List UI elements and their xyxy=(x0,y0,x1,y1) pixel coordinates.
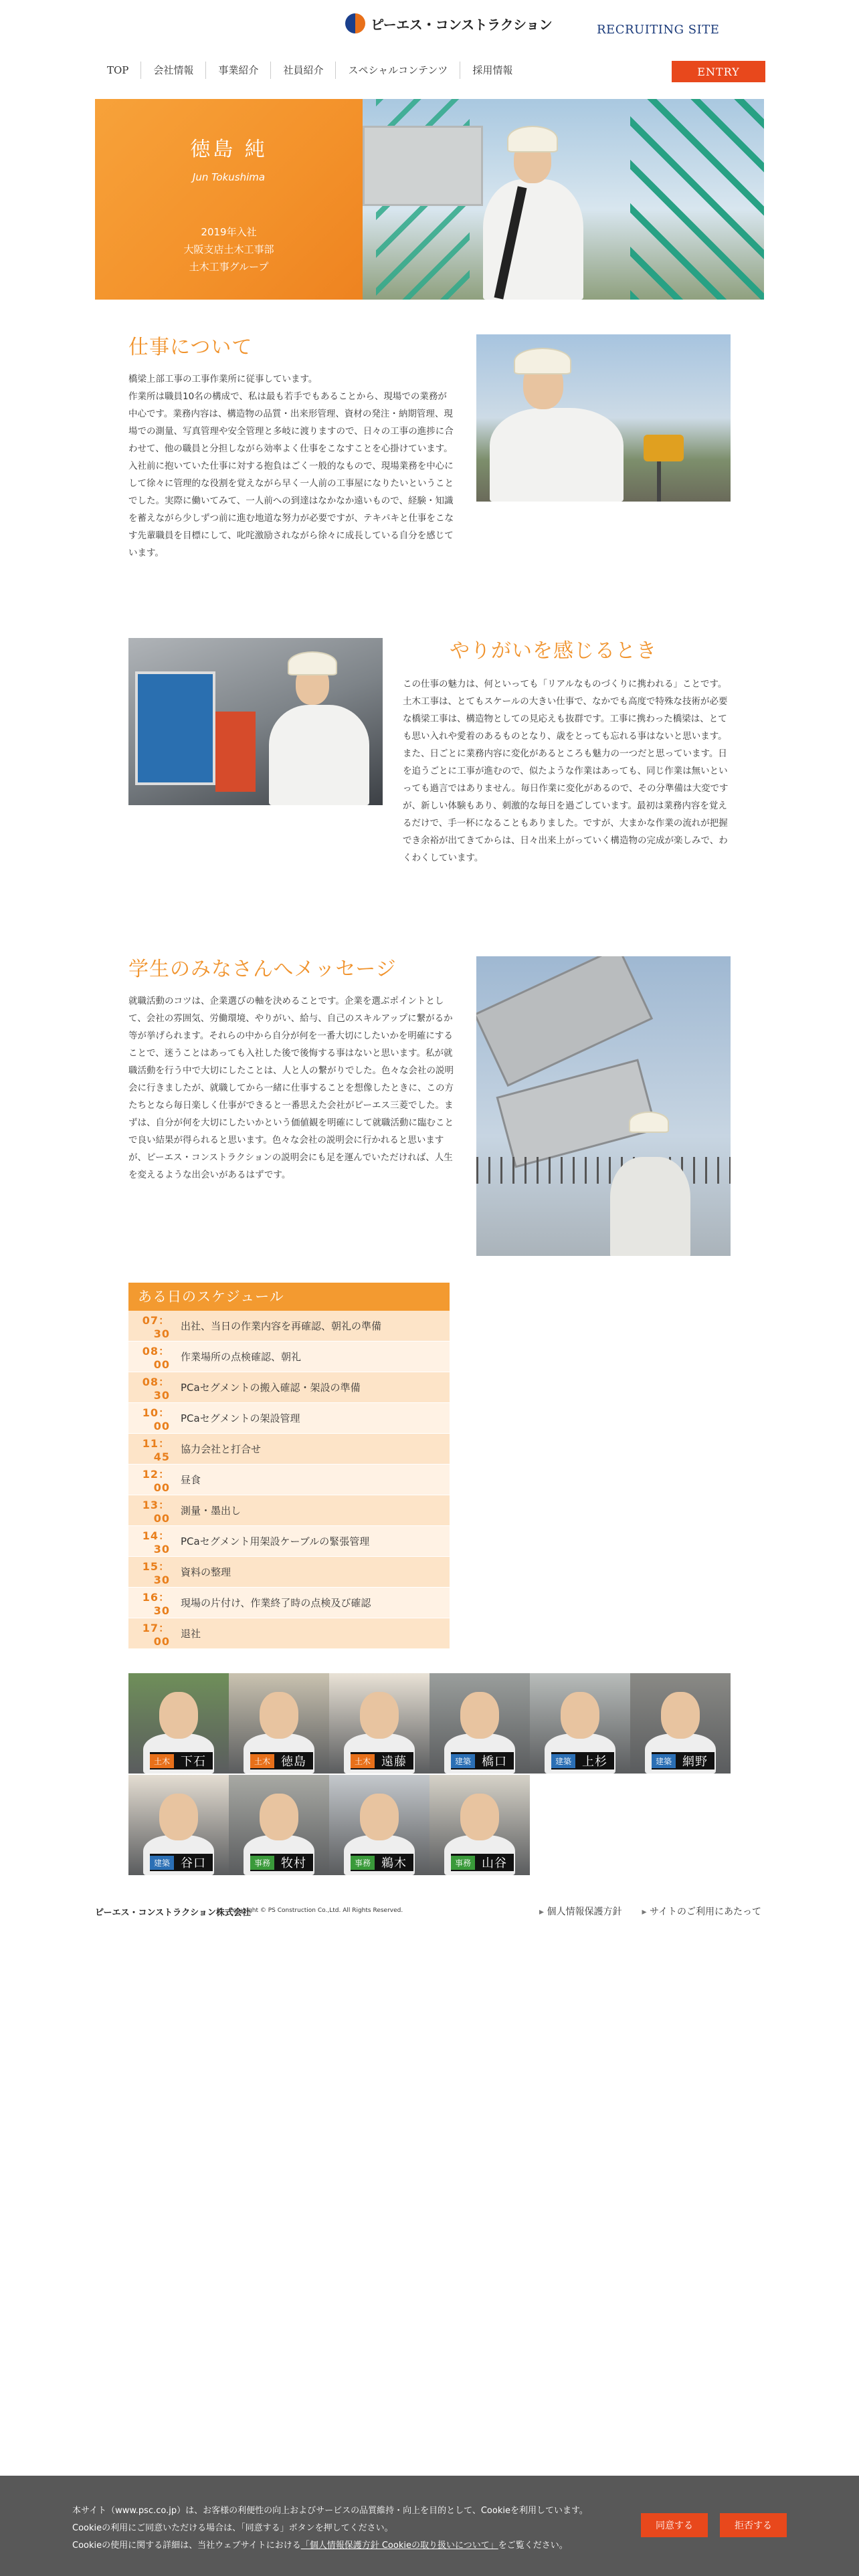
schedule-row xyxy=(128,1403,450,1434)
staff-card[interactable] xyxy=(430,1775,530,1875)
schedule-time: 13：00 xyxy=(142,1498,170,1525)
schedule-activity: 協力会社と打合せ xyxy=(181,1443,262,1455)
schedule-list xyxy=(128,1311,450,1649)
schedule-time: 17：00 xyxy=(142,1621,170,1648)
staff-photo xyxy=(159,1794,198,1840)
staff-department-badge: 事務 xyxy=(250,1856,274,1870)
staff-name: 網野 xyxy=(682,1755,708,1769)
schedule-activity: PCaセグメント用架設ケーブルの緊張管理 xyxy=(181,1535,370,1547)
cookie-message xyxy=(72,2502,648,2555)
staff-card[interactable] xyxy=(630,1673,731,1774)
join-year: 2019年入社 xyxy=(201,226,257,238)
schedule-time: 12：00 xyxy=(142,1467,170,1494)
staff-name: 遠藤 xyxy=(381,1755,407,1769)
staff-card[interactable] xyxy=(128,1775,229,1875)
staff-department-badge: 土木 xyxy=(250,1754,274,1768)
cookie-line-1: 本サイト（www.psc.co.jp）は、お客様の利便性の向上およびサービスの品質維持・向上を目的として、Cookieを利用しています。 xyxy=(72,2506,588,2516)
staff-name-tag xyxy=(351,1752,413,1769)
group: 土木工事グループ xyxy=(189,261,269,273)
work-title: 仕事について xyxy=(128,336,253,359)
schedule-time: 15：30 xyxy=(142,1560,170,1586)
nav-recruit[interactable]: 採用情報 xyxy=(460,62,524,79)
schedule-row xyxy=(128,1311,450,1341)
schedule-activity: 資料の整理 xyxy=(181,1566,231,1578)
work-body: 橋梁上部工事の工事作業所に従事しています。 作業所は職員10名の構成で、私は最も若手でもあることから、現場での業務が中心です。業務内容は、構造物の品質・出来形管理、資材の発注・納期管理、現場での測量、写真管理や安全管理と多岐に渡りますので、日々の工事の進捗に合わせて、他の職員と分担しながら効率よく仕事をこなすことを心掛けています。入社前に抱いていた仕事に対する抱負はごく一般的なもので、現場業務を中心にして徐々に管理的な役割を覚えながら早く一人前の工事屋になりたいということでした。実際に働いてみて、一人前への到達はなかなか遠いもので、経験・知識を蓄えながら少しずつ前に進む地道な努力が必要ですが、テキパキと仕事をこなす先輩職員を目標にして、叱咤激励されながら徐々に成長している自分を感じています。 xyxy=(128,374,454,558)
staff-photo xyxy=(460,1692,499,1739)
staff-department-badge: 建築 xyxy=(551,1754,575,1768)
staff-photo xyxy=(360,1692,399,1739)
staff-name: 鵜木 xyxy=(381,1856,407,1870)
schedule-row xyxy=(128,1465,450,1495)
cookie-agree-button[interactable]: 同意する xyxy=(641,2513,708,2537)
schedule-row xyxy=(128,1557,450,1588)
staff-department-badge: 建築 xyxy=(451,1754,475,1768)
schedule-activity: 出社、当日の作業内容を再確認、朝礼の準備 xyxy=(181,1320,382,1332)
staff-name: 徳島 xyxy=(281,1755,307,1769)
staff-name-tag xyxy=(250,1752,313,1769)
cookie-reject-button[interactable]: 拒否する xyxy=(720,2513,787,2537)
cookie-line-3-suffix: をご覧ください。 xyxy=(498,2541,568,2551)
schedule-time: 08：30 xyxy=(142,1375,170,1402)
staff-department-badge: 土木 xyxy=(351,1754,375,1768)
staff-card[interactable] xyxy=(229,1775,329,1875)
schedule-activity: 作業場所の点検確認、朝礼 xyxy=(181,1351,302,1363)
schedule xyxy=(128,1283,450,1649)
staff-department-badge: 事務 xyxy=(451,1856,475,1870)
staff-name: 谷口 xyxy=(181,1856,207,1870)
staff-grid xyxy=(128,1673,731,1875)
hero-photo xyxy=(363,99,764,300)
staff-name: 山谷 xyxy=(482,1856,508,1870)
message-body: 就職活動のコツは、企業選びの軸を決めることです。企業を選ぶポイントとして、会社の雰囲気、労働環境、やりがい、給与、自己のスキルアップに繋がるか等が挙げられます。それらの中から自分が何を一番大切にしたいかを明確にすることで、迷うことはあっても入社した後で後悔する事はないと思います。私が就職活動を行う中で大切にしたことは、人と人の繋がりでした。色々な会社の説明会に行きましたが、就職してから一緒に仕事することを想像したときに、この方たちとなら毎日楽しく仕事ができると一番思えた会社がピーエス三菱でした。まずは、自分が何を大切にしたいかという価値観を明確にして就職活動に臨むことで良い結果が得られると思います。色々な会社の説明会に行かれると思いますが、ピーエス・コンストラクションの説明会にも足を運んでいただければ、人生を変えるような出会いがあるはずです。 xyxy=(128,996,454,1180)
schedule-row xyxy=(128,1618,450,1649)
nav-special[interactable]: スペシャルコンテンツ xyxy=(335,62,460,79)
staff-name-tag xyxy=(150,1752,213,1769)
schedule-time: 07：30 xyxy=(142,1313,170,1340)
schedule-row xyxy=(128,1588,450,1618)
staff-card[interactable] xyxy=(128,1673,229,1774)
cookie-line-3 xyxy=(72,2537,648,2555)
hero xyxy=(95,99,764,300)
privacy-policy-link[interactable]: ▸ 個人情報保護方針 xyxy=(539,1905,622,1918)
schedule-time: 16：30 xyxy=(142,1590,170,1617)
staff-card[interactable] xyxy=(229,1673,329,1774)
schedule-time: 08：00 xyxy=(142,1344,170,1371)
site-terms-link[interactable]: ▸ サイトのご利用にあたって xyxy=(642,1905,761,1918)
copyright: Copyright © PS Construction Co.,Ltd. All Rights Reserved. xyxy=(229,1907,403,1914)
staff-photo xyxy=(260,1692,298,1739)
schedule-row xyxy=(128,1495,450,1526)
company-logo-mark-icon xyxy=(345,13,365,33)
employee-name-roman: Jun Tokushima xyxy=(192,171,266,183)
employee-name: 徳島 純 xyxy=(190,138,268,161)
staff-card[interactable] xyxy=(530,1673,630,1774)
cookie-consent-bar xyxy=(0,2476,859,2576)
staff-name: 牧村 xyxy=(281,1856,307,1870)
reward-photo xyxy=(128,638,383,805)
schedule-time: 11：45 xyxy=(142,1436,170,1463)
schedule-activity: PCaセグメントの架設管理 xyxy=(181,1412,300,1424)
staff-card[interactable] xyxy=(430,1673,530,1774)
staff-name-tag xyxy=(150,1854,213,1871)
department: 大阪支店土木工事部 xyxy=(183,243,274,255)
staff-name-tag xyxy=(351,1854,413,1871)
cookie-line-2: Cookieの利用にご同意いただける場合は、「同意する」ボタンを押してください。 xyxy=(72,2523,393,2533)
entry-button[interactable]: ENTRY xyxy=(672,61,765,82)
site-logo[interactable] xyxy=(345,13,552,33)
schedule-activity: 退社 xyxy=(181,1628,201,1640)
schedule-title: ある日のスケジュール xyxy=(128,1283,450,1311)
employee-info xyxy=(95,223,363,276)
footer-links xyxy=(539,1905,761,1918)
staff-department-badge: 土木 xyxy=(150,1754,174,1768)
nav-business[interactable]: 事業紹介 xyxy=(205,62,270,79)
nav-company[interactable]: 会社情報 xyxy=(140,62,205,79)
staff-photo xyxy=(460,1794,499,1840)
staff-name-tag xyxy=(551,1752,614,1769)
cookie-policy-link[interactable]: 「個人情報保護方針 Cookieの取り扱いについて」 xyxy=(300,2541,498,2551)
staff-department-badge: 事務 xyxy=(351,1856,375,1870)
message-photo xyxy=(476,956,731,1256)
schedule-row xyxy=(128,1372,450,1403)
staff-name-tag xyxy=(451,1752,514,1769)
work-photo xyxy=(476,334,731,502)
schedule-activity: 測量・墨出し xyxy=(181,1505,242,1517)
logo-text: ピーエス・コンストラクション xyxy=(371,16,553,33)
staff-photo xyxy=(661,1692,700,1739)
reward-body: この仕事の魅力は、何といっても「リアルなものづくりに携われる」ことです。土木工事は、とてもスケールの大きい仕事で、なかでも高度で特殊な技術が必要な橋梁工事は、構造物としての見応えも抜群です。工事に携わった橋梁は、とても思い入れや愛着のあるものとなり、歳をとっても忘れる事はないと思います。また、日ごとに業務内容に変化があるところも魅力の一つだと思っています。日を追うごとに工事が進むので、似たような作業はあっても、同じ作業は無いといっても過言ではありません。毎日作業に変化があるので、その分準備は大変ですが、新しい体験もあり、刺激的な毎日を過ごしています。最初は業務内容を覚えるだけで、手一杯になることもありました。ですが、大まかな作業の流れが把握でき余裕が出てきてからは、日々出来上がっていく構造物の完成が楽しみで、わくわくしています。 xyxy=(403,679,729,863)
staff-name-tag xyxy=(451,1854,514,1871)
hero-profile-panel xyxy=(95,99,363,300)
staff-department-badge: 建築 xyxy=(652,1754,676,1768)
schedule-time: 14：30 xyxy=(142,1529,170,1555)
nav-staff[interactable]: 社員紹介 xyxy=(270,62,335,79)
footer-logo[interactable]: ピーエス・コンストラクション株式会社 xyxy=(95,1908,251,1918)
staff-photo xyxy=(260,1794,298,1840)
reward-title: やりがいを感じるとき xyxy=(450,639,657,663)
recruiting-site-label: RECRUITING SITE xyxy=(597,23,720,37)
schedule-activity: 昼食 xyxy=(181,1474,201,1486)
staff-name: 上杉 xyxy=(582,1755,608,1769)
schedule-row xyxy=(128,1434,450,1465)
message-title: 学生のみなさんへメッセージ xyxy=(128,958,397,981)
schedule-activity: 現場の片付け、作業終了時の点検及び確認 xyxy=(181,1597,371,1609)
schedule-row xyxy=(128,1526,450,1557)
staff-name: 下石 xyxy=(181,1755,207,1769)
staff-name: 橋口 xyxy=(482,1755,508,1769)
staff-photo xyxy=(360,1794,399,1840)
cookie-line-3-prefix: Cookieの使用に関する詳細は、当社ウェブサイトにおける xyxy=(72,2541,301,2551)
schedule-activity: PCaセグメントの搬入確認・架設の準備 xyxy=(181,1382,361,1394)
global-nav xyxy=(95,62,524,79)
staff-photo xyxy=(159,1692,198,1739)
schedule-time: 10：00 xyxy=(142,1406,170,1432)
staff-photo xyxy=(561,1692,599,1739)
staff-department-badge: 建築 xyxy=(150,1856,174,1870)
staff-name-tag xyxy=(652,1752,714,1769)
schedule-row xyxy=(128,1341,450,1372)
nav-top[interactable]: TOP xyxy=(107,64,129,76)
staff-card[interactable] xyxy=(329,1673,430,1774)
staff-card[interactable] xyxy=(329,1775,430,1875)
staff-name-tag xyxy=(250,1854,313,1871)
